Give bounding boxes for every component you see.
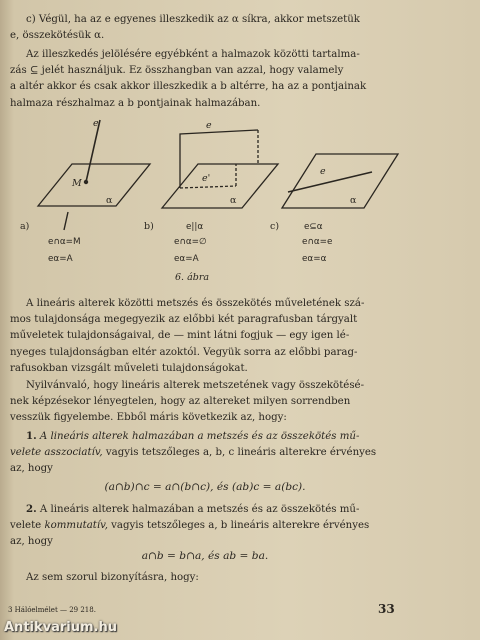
text-italic: kommutatív, [44, 520, 108, 532]
label-alpha: α [106, 195, 113, 206]
label-alpha: α [350, 195, 357, 206]
page-number: 33 [378, 602, 395, 616]
figure-caption: 6. ábra [175, 272, 210, 283]
text-span: vagyis tetszőleges a, b lineáris alterekre érvényes [107, 520, 370, 532]
figure-6-drawing [20, 116, 400, 286]
label-alpha: α [230, 195, 237, 206]
text-italic: velete asszociatív, [10, 447, 103, 459]
text-line: A lineáris alterek közötti metszés és összekötés műveletének szá- [26, 298, 365, 309]
label-e: e [93, 118, 99, 129]
diagram-tag: c) [270, 221, 280, 232]
diagram-tag: a) [20, 221, 30, 232]
printer-mark: 3 Hálóelmélet — 29 218. [8, 606, 96, 614]
line-e-prime [180, 186, 236, 188]
inclusion-paragraph [10, 47, 394, 112]
formula-join: eα=α [302, 254, 327, 264]
text-line: nyeges tulajdonságban eltér azoktól. Vegyük sorra az előbbi parag- [10, 346, 358, 358]
line-e-c [288, 172, 372, 192]
item-number: 1. [26, 430, 37, 442]
watermark: Antikvarium.hu [4, 620, 117, 635]
label-e: e [206, 120, 212, 131]
text-line [10, 518, 394, 534]
frame-e-b [180, 130, 258, 188]
formula-commutativity: a∩b = b∩a, és ab = ba. [141, 550, 269, 562]
label-e-prime: e' [202, 173, 211, 184]
figure-6 [20, 116, 400, 286]
relation-subset: e⊆α [304, 222, 323, 232]
formula-associativity: (a∩b)∩c = a∩(b∩c), és (ab)c = a(bc). [104, 481, 306, 493]
line-e-a [86, 120, 100, 182]
diagram-b [144, 120, 278, 264]
order-paragraph [10, 378, 394, 427]
formula-intersection: e∩α=M [48, 237, 81, 247]
text-italic: A lineáris alterek halmazában a metszés és az összekötés mű- [39, 431, 360, 442]
text-line: e, összekötésük α. [10, 30, 105, 42]
operations-paragraph [10, 296, 394, 377]
property-1 [10, 428, 394, 478]
text-span: A lineáris alterek halmazában a metszés és az összekötés mű- [39, 504, 360, 515]
property-2 [10, 501, 394, 551]
text-line [10, 445, 394, 461]
closing-paragraph [10, 570, 394, 586]
text-line: rafusokban vizsgált műveleti tulajdonságokat. [10, 362, 248, 374]
text-line: műveletek tulajdonságaival, de — mint látni fogjuk — egy igen lé- [10, 330, 350, 342]
text-line: az, hogy [10, 463, 53, 475]
text-line [10, 501, 394, 518]
text-line: a altér akkor és csak akkor illeszkedik a b altérre, ha az a pontjainak [10, 81, 367, 93]
text-line: halmaza részhalmaz a b pontjainak halmazában. [10, 97, 261, 109]
text-line: Az illeszkedés jelölésére egyébként a halmazok közötti tartalma- [26, 49, 360, 60]
formula-intersection: e∩α=e [302, 237, 333, 247]
point-m [84, 180, 88, 184]
text-span: velete [10, 520, 45, 532]
diagram-a [20, 118, 150, 264]
formula-intersection: e∩α=∅ [174, 237, 207, 247]
diagram-tag: b) [144, 221, 154, 232]
formula-join: eα=A [174, 254, 199, 264]
relation-parallel: e||α [186, 222, 204, 232]
text-line: zás ⊆ jelét használjuk. Ez összhangban van azzal, hogy valamely [10, 65, 344, 77]
text-line: Nyilvánvaló, hogy lineáris alterek metszetének vagy összekötésé- [26, 380, 365, 391]
line-e-a-below [64, 212, 68, 230]
text-line: az, hogy [10, 536, 53, 548]
plane-alpha-c [282, 154, 398, 208]
text-line: Az sem szorul bizonyításra, hogy: [26, 572, 199, 583]
text-line: mos tulajdonsága megegyezik az előbbi két paragrafusban tárgyalt [10, 314, 358, 326]
text-line [10, 428, 394, 445]
text-line: c) Végül, ha az e egyenes illeszkedik az α síkra, akkor metszetük [26, 14, 360, 25]
intro-paragraph [10, 12, 394, 44]
label-e: e [320, 166, 326, 177]
text-span: vagyis tetszőleges a, b, c lineáris alterekre érvényes [102, 447, 377, 459]
text-line: nek képzésekor lényegtelen, hogy az altereket milyen sorrendben [10, 396, 351, 408]
plane-alpha-a [38, 164, 150, 206]
diagram-c [270, 154, 398, 264]
text-line: vesszük figyelembe. Ebből máris következik az, hogy: [10, 412, 287, 424]
item-number: 2. [26, 503, 37, 515]
formula-join: eα=A [48, 254, 73, 264]
label-m: M [72, 178, 82, 189]
